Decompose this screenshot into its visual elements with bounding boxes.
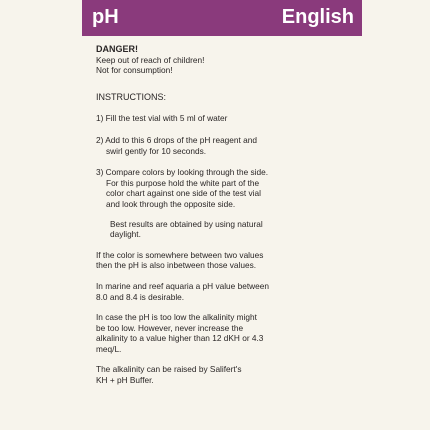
step-3-line: For this purpose hold the white part of the (106, 177, 260, 188)
step-1 (96, 113, 336, 124)
paragraph-buffer (96, 364, 336, 385)
note-line: daylight. (110, 229, 141, 240)
step-1-line: 1) Fill the test vial with 5 ml of water (96, 113, 228, 124)
paragraph-alkalinity (96, 312, 336, 354)
paragraph-line: meq/L. (96, 343, 122, 354)
language-label: English (281, 6, 354, 28)
paragraph-line: be too low. However, never increase the (96, 322, 244, 333)
header-bar (82, 0, 362, 36)
warning-block (96, 44, 336, 76)
paragraph-line: 8.0 and 8.4 is desirable. (96, 291, 185, 302)
warning-line: Not for consumption! (96, 65, 173, 76)
step-3-line: 3) Compare colors by looking through the side. (96, 167, 269, 178)
step-3-line: and look through the opposite side. (106, 198, 236, 209)
instructions-content (96, 44, 336, 386)
step-2-line: 2) Add to this 6 drops of the pH reagent and (96, 134, 257, 145)
note-line: Best results are obtained by using natural (110, 218, 263, 229)
paragraph-line: In marine and reef aquaria a pH value between (96, 280, 269, 291)
step-3 (96, 167, 336, 209)
step-3-line: color chart against one side of the test vial (106, 188, 261, 199)
paragraph-line: In case the pH is too low the alkalinity might (96, 312, 257, 323)
paragraph-line: then the pH is also inbetween those values. (96, 260, 257, 271)
best-results-note (110, 219, 336, 240)
paragraph-line: If the color is somewhere between two values (96, 249, 264, 260)
warning-line: Keep out of reach of children! (96, 54, 205, 65)
paragraph-line: KH + pH Buffer. (96, 375, 154, 386)
paragraph-line: alkalinity to a value higher than 12 dKH or 4.3 (96, 333, 264, 344)
paragraph-line: The alkalinity can be raised by Salifert's (96, 364, 242, 375)
paragraph-ph-range (96, 281, 336, 302)
paragraph-color-between (96, 250, 336, 271)
step-2-line: swirl gently for 10 seconds. (106, 145, 207, 156)
warning-title: DANGER! (96, 44, 138, 54)
product-title: pH (92, 6, 119, 28)
instructions-title: INSTRUCTIONS: (96, 91, 167, 102)
step-2 (96, 135, 336, 156)
